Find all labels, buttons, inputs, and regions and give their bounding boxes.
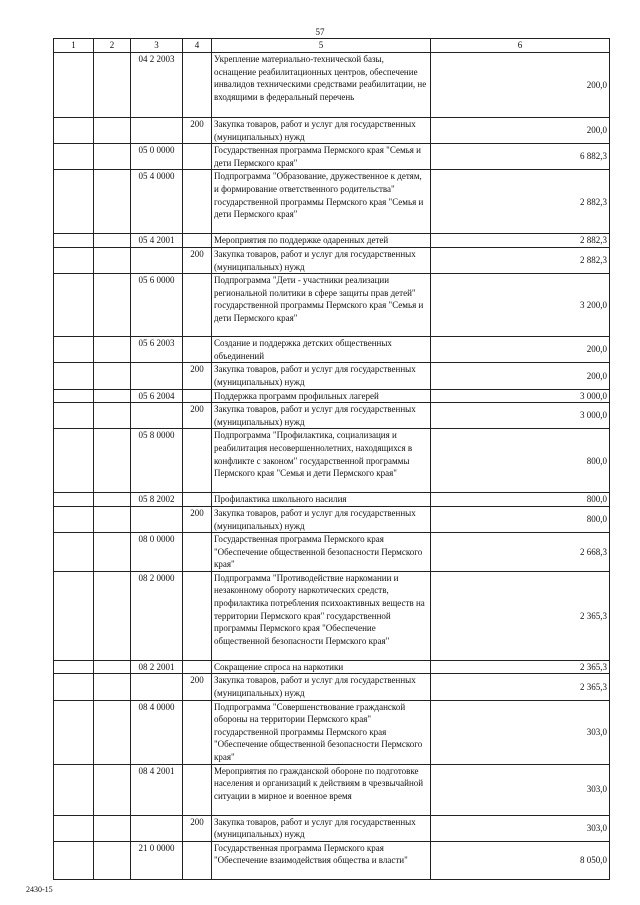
target-code: 05 6 2004 (131, 389, 183, 403)
table-row (54, 660, 610, 674)
table-row (54, 403, 610, 429)
item-name: Создание и поддержка детских общественных объединений (212, 337, 431, 363)
expense-type: 200 (183, 247, 212, 273)
target-code: 08 4 0000 (131, 700, 183, 764)
amount: 303,0 (431, 764, 610, 815)
expense-type (183, 841, 212, 879)
target-code: 21 0 0000 (131, 841, 183, 879)
amount: 800,0 (431, 493, 610, 507)
item-name: Профилактика школьного насилия (212, 493, 431, 507)
target-code (131, 674, 183, 700)
col2-cell (94, 660, 131, 674)
header-col-2: 2 (94, 39, 131, 53)
col1-cell (54, 247, 94, 273)
amount: 2 882,3 (431, 247, 610, 273)
col1-cell (54, 429, 94, 493)
col2-cell (94, 429, 131, 493)
table-row (54, 841, 610, 879)
item-name: Мероприятия по гражданской обороне по подготовке населения и организаций к действиям в чрезвычайной ситуации в мирное и военное время (212, 764, 431, 815)
item-name: Подпрограмма "Дети - участники реализации региональной политики в сфере защиты прав детей" государственной программы Пермского края "Семья и дети Пермского края" (212, 274, 431, 337)
expense-type (183, 234, 212, 248)
target-code (131, 506, 183, 532)
col1-cell (54, 493, 94, 507)
table-row (54, 506, 610, 532)
target-code: 04 2 2003 (131, 53, 183, 118)
expense-type (183, 660, 212, 674)
col1-cell (54, 170, 94, 234)
col2-cell (94, 493, 131, 507)
table-row (54, 337, 610, 363)
expense-type (183, 274, 212, 337)
item-name: Подпрограмма "Противодействие наркомании и незаконному обороту наркотических средств, профилактика потребления психоактивных веществ на территории Пермского края" государственной программы Пермского края "Обеспечение общественной безопасности Пермского края" (212, 571, 431, 660)
expense-type (183, 764, 212, 815)
col2-cell (94, 389, 131, 403)
table-row (54, 234, 610, 248)
expense-type: 200 (183, 363, 212, 389)
target-code: 05 6 0000 (131, 274, 183, 337)
header-col-5: 5 (212, 39, 431, 53)
col2-cell (94, 337, 131, 363)
col2-cell (94, 674, 131, 700)
amount: 3 000,0 (431, 403, 610, 429)
expense-type: 200 (183, 403, 212, 429)
col1-cell (54, 234, 94, 248)
target-code: 05 4 0000 (131, 170, 183, 234)
expense-type (183, 144, 212, 170)
expense-type (183, 337, 212, 363)
col1-cell (54, 53, 94, 118)
target-code: 05 6 2003 (131, 337, 183, 363)
item-name: Подпрограмма "Совершенствование гражданской обороны на территории Пермского края" государственной программы Пермского края "Обеспечение общественной безопасности Пермского края" (212, 700, 431, 764)
col1-cell (54, 533, 94, 572)
header-col-4: 4 (183, 39, 212, 53)
col2-cell (94, 53, 131, 118)
col1-cell (54, 274, 94, 337)
table-row (54, 274, 610, 337)
amount: 2 882,3 (431, 234, 610, 248)
item-name: Мероприятия по поддержке одаренных детей (212, 234, 431, 248)
col2-cell (94, 815, 131, 841)
col2-cell (94, 571, 131, 660)
target-code (131, 247, 183, 273)
expense-type (183, 571, 212, 660)
header-row (54, 39, 610, 53)
item-name: Сокращение спроса на наркотики (212, 660, 431, 674)
item-name: Закупка товаров, работ и услуг для государственных (муниципальных) нужд (212, 247, 431, 273)
col2-cell (94, 144, 131, 170)
table-row (54, 144, 610, 170)
target-code (131, 363, 183, 389)
amount: 303,0 (431, 815, 610, 841)
page-number: 57 (315, 27, 325, 37)
amount: 200,0 (431, 363, 610, 389)
item-name: Закупка товаров, работ и услуг для государственных (муниципальных) нужд (212, 674, 431, 700)
col1-cell (54, 389, 94, 403)
item-name: Закупка товаров, работ и услуг для государственных (муниципальных) нужд (212, 403, 431, 429)
target-code: 08 4 2001 (131, 764, 183, 815)
expense-type (183, 533, 212, 572)
col2-cell (94, 841, 131, 879)
col1-cell (54, 337, 94, 363)
col2-cell (94, 247, 131, 273)
table-row (54, 170, 610, 234)
amount: 2 668,3 (431, 533, 610, 572)
item-name: Подпрограмма "Профилактика, социализация и реабилитация несовершеннолетних, находящихся в конфликте с законом" государственной программы Пермского края "Семья и дети Пермского края" (212, 429, 431, 493)
col2-cell (94, 274, 131, 337)
col1-cell (54, 571, 94, 660)
amount: 2 365,3 (431, 660, 610, 674)
table-row (54, 815, 610, 841)
col2-cell (94, 700, 131, 764)
col2-cell (94, 506, 131, 532)
col2-cell (94, 234, 131, 248)
table-row (54, 118, 610, 144)
col1-cell (54, 363, 94, 389)
amount: 2 882,3 (431, 170, 610, 234)
target-code (131, 403, 183, 429)
table-row (54, 764, 610, 815)
table-row (54, 674, 610, 700)
header-col-1: 1 (54, 39, 94, 53)
col1-cell (54, 674, 94, 700)
amount: 2 365,3 (431, 571, 610, 660)
target-code: 08 2 2001 (131, 660, 183, 674)
budget-table (53, 38, 610, 880)
amount: 6 882,3 (431, 144, 610, 170)
amount: 200,0 (431, 337, 610, 363)
amount: 800,0 (431, 429, 610, 493)
col2-cell (94, 363, 131, 389)
target-code (131, 815, 183, 841)
col1-cell (54, 506, 94, 532)
amount: 303,0 (431, 700, 610, 764)
expense-type (183, 700, 212, 764)
target-code: 08 2 0000 (131, 571, 183, 660)
document-code: 2430-15 (26, 885, 53, 894)
expense-type (183, 53, 212, 118)
table-row (54, 700, 610, 764)
amount: 800,0 (431, 506, 610, 532)
item-name: Государственная программа Пермского края "Обеспечение взаимодействия общества и власти" (212, 841, 431, 879)
item-name: Укрепление материально-технической базы, оснащение реабилитационных центров, обеспечение инвалидов техническими средствами реабилитации, не входящими в федеральный перечень (212, 53, 431, 118)
target-code (131, 118, 183, 144)
amount: 200,0 (431, 118, 610, 144)
col1-cell (54, 764, 94, 815)
table-row (54, 493, 610, 507)
expense-type: 200 (183, 506, 212, 532)
header-col-3: 3 (131, 39, 183, 53)
item-name: Закупка товаров, работ и услуг для государственных (муниципальных) нужд (212, 506, 431, 532)
table-row (54, 363, 610, 389)
col1-cell (54, 841, 94, 879)
item-name: Государственная программа Пермского края "Обеспечение общественной безопасности Пермского края" (212, 533, 431, 572)
amount: 200,0 (431, 53, 610, 118)
col1-cell (54, 403, 94, 429)
col1-cell (54, 144, 94, 170)
expense-type: 200 (183, 118, 212, 144)
col1-cell (54, 660, 94, 674)
item-name: Подпрограмма "Образование, дружественное к детям, и формирование ответственного родительства" государственной программы Пермского края "Семья и дети Пермского края" (212, 170, 431, 234)
table-row (54, 429, 610, 493)
expense-type: 200 (183, 815, 212, 841)
expense-type (183, 429, 212, 493)
amount: 2 365,3 (431, 674, 610, 700)
expense-type (183, 493, 212, 507)
target-code: 05 8 2002 (131, 493, 183, 507)
table-row (54, 533, 610, 572)
target-code: 05 8 0000 (131, 429, 183, 493)
target-code: 08 0 0000 (131, 533, 183, 572)
col1-cell (54, 815, 94, 841)
item-name: Закупка товаров, работ и услуг для государственных (муниципальных) нужд (212, 363, 431, 389)
table-row (54, 247, 610, 273)
table-row (54, 389, 610, 403)
target-code: 05 4 2001 (131, 234, 183, 248)
target-code: 05 0 0000 (131, 144, 183, 170)
amount: 3 000,0 (431, 389, 610, 403)
expense-type (183, 170, 212, 234)
table-row (54, 53, 610, 118)
item-name: Закупка товаров, работ и услуг для государственных (муниципальных) нужд (212, 815, 431, 841)
expense-type (183, 389, 212, 403)
col2-cell (94, 533, 131, 572)
col2-cell (94, 764, 131, 815)
item-name: Государственная программа Пермского края "Семья и дети Пермского края" (212, 144, 431, 170)
amount: 3 200,0 (431, 274, 610, 337)
col1-cell (54, 700, 94, 764)
col2-cell (94, 403, 131, 429)
item-name: Закупка товаров, работ и услуг для государственных (муниципальных) нужд (212, 118, 431, 144)
col1-cell (54, 118, 94, 144)
col2-cell (94, 170, 131, 234)
item-name: Поддержка программ профильных лагерей (212, 389, 431, 403)
amount: 8 050,0 (431, 841, 610, 879)
header-col-6: 6 (431, 39, 610, 53)
col2-cell (94, 118, 131, 144)
expense-type: 200 (183, 674, 212, 700)
table-row (54, 571, 610, 660)
